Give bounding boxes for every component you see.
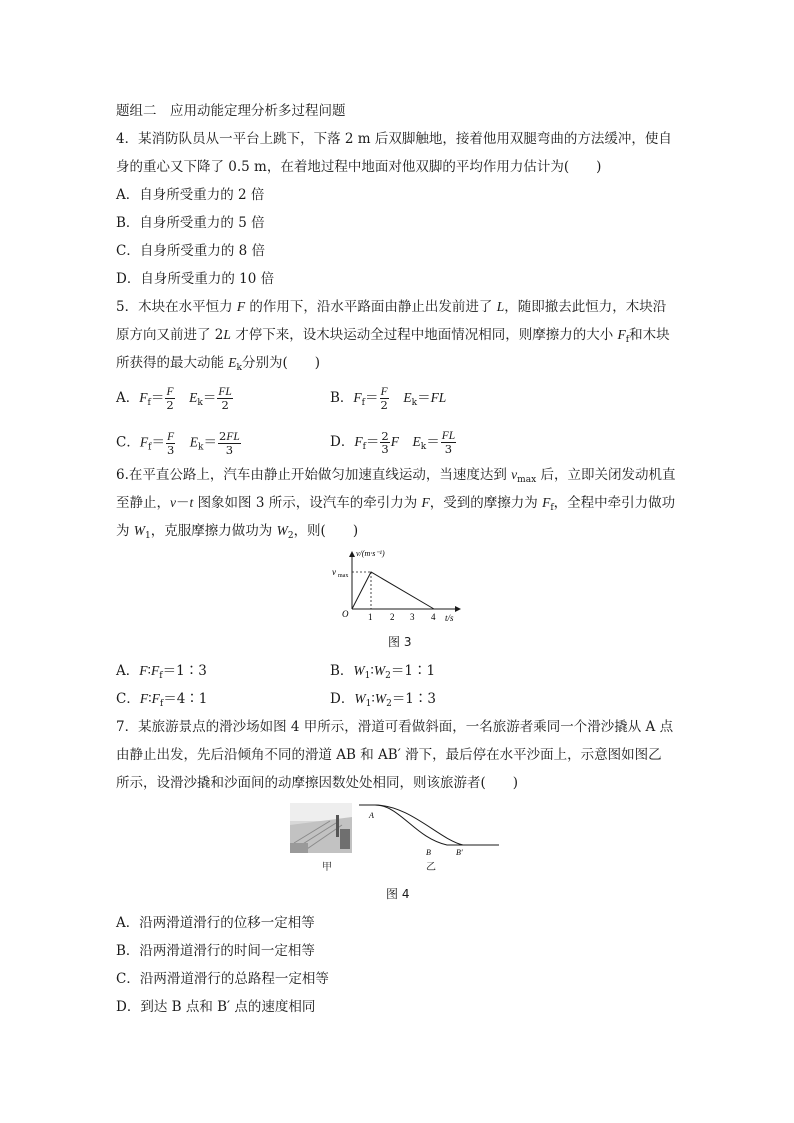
q5-option-d: D．$F_f=$ $\frac{2}{3}$ F $E_k=$ $\frac{FL}{3}$ [330, 429, 456, 456]
q6-stem-line3: 为 $W_1$，克服摩擦力做功为 $W_2$，则( ) [116, 523, 359, 541]
tick-2: 2 [390, 612, 395, 622]
q4-option-d: D．自身所受重力的 10 倍 [116, 271, 275, 287]
q6-option-d: D．$W_1∶W_2=1∶3$ [330, 691, 436, 709]
tick-3: 3 [410, 612, 415, 622]
sand-slide-photo [290, 803, 352, 853]
fig3-caption: 图 3 [388, 635, 412, 649]
section-title: 题组二 应用动能定理分析多过程问题 [116, 103, 346, 119]
fig-jia-label: 甲 [322, 862, 332, 873]
point-b-label: B [426, 848, 431, 857]
q6-option-b: B．$W_1∶W_2=1∶1$ [330, 663, 436, 681]
q5-option-a: A．$F_f=$ $\frac{F}{2}$ $E_k=$ $\frac{FL}{2}$ [116, 386, 232, 412]
vmax-label-sub: max [338, 573, 349, 579]
q6-stem-line1: 6.在平直公路上，汽车由静止开始做匀加速直线运动，当速度达到 $v_{max}$ 后，立即关闭发动机直 [116, 467, 676, 485]
vmax-label: v [332, 567, 336, 577]
q4-stem-line2: 身的重心又下降了 0.5 m，在着地过程中地面对他双脚的平均作用力估计为( ) [116, 159, 602, 175]
q7-stem-line1: 7．某旅游景点的滑沙场如图 4 甲所示，滑道可看做斜面，一名旅游者乘同一个滑沙撬从 A 点 [116, 719, 674, 735]
q5-stem-line2: 原方向又前进了 2L 才停下来，设木块运动全过程中地面情况相同，则摩擦力的大小 $F_f$和木块 [116, 327, 670, 345]
q7-stem-line3: 所示，设滑沙撬和沙面间的动摩擦因数处处相同，则该旅游者( ) [116, 775, 519, 791]
origin-label: O [342, 609, 349, 619]
q5-option-c: C．$F_f=$ $\frac{F}{3}$ $E_k=$ $\frac{2FL}{3}$ [116, 429, 240, 457]
q6-stem-line2: 至静止，v－t 图象如图 3 所示，设汽车的牵引力为 F，受到的摩擦力为 $F_f$，全程中牵引力做功 [116, 495, 676, 513]
q5-stem-line1: 5．木块在水平恒力 F 的作用下，沿水平路面由静止出发前进了 L，随即撤去此恒力，木块沿 [116, 299, 667, 315]
q7-stem-line2: 由静止出发，先后沿倾角不同的滑道 AB 和 AB′ 滑下，最后停在水平沙面上，示意图如图乙 [116, 747, 662, 763]
point-a-label: A [369, 811, 374, 820]
q4-stem-line1: 4．某消防队员从一平台上跳下，下落 2 m 后双脚触地，接着他用双腿弯曲的方法缓冲，使自 [116, 131, 672, 147]
q4-option-c: C．自身所受重力的 8 倍 [116, 243, 266, 259]
tick-1: 1 [368, 612, 373, 622]
point-b-prime-label: B′ [456, 848, 463, 857]
q6-option-a: A．$F∶F_f=1∶3$ [116, 663, 207, 681]
q4-option-a: A．自身所受重力的 2 倍 [116, 187, 265, 203]
q7-option-c: C．沿两滑道滑行的总路程一定相等 [116, 971, 329, 987]
velocity-axis-label: v/(m·s⁻¹) [356, 549, 385, 558]
q6-option-c: C．$F∶F_f=4∶1$ [116, 691, 208, 709]
slide-diagram [355, 800, 505, 862]
q5-option-b: B．$F_f=$ $\frac{F}{2}$ $E_k=FL$ [330, 386, 447, 412]
fig-yi-label: 乙 [426, 862, 436, 873]
time-axis-label: t/s [445, 613, 454, 623]
tick-4: 4 [431, 612, 436, 622]
q4-option-b: B．自身所受重力的 5 倍 [116, 215, 265, 231]
fig4-caption: 图 4 [386, 887, 410, 901]
q7-option-a: A．沿两滑道滑行的位移一定相等 [116, 915, 315, 931]
q7-option-b: B．沿两滑道滑行的时间一定相等 [116, 943, 315, 959]
vt-graph [330, 546, 470, 630]
q7-option-d: D．到达 B 点和 B′ 点的速度相同 [116, 999, 316, 1015]
vt-curve [352, 572, 434, 609]
q5-stem-line3: 所获得的最大动能 $E_k$分别为( ) [116, 355, 321, 373]
